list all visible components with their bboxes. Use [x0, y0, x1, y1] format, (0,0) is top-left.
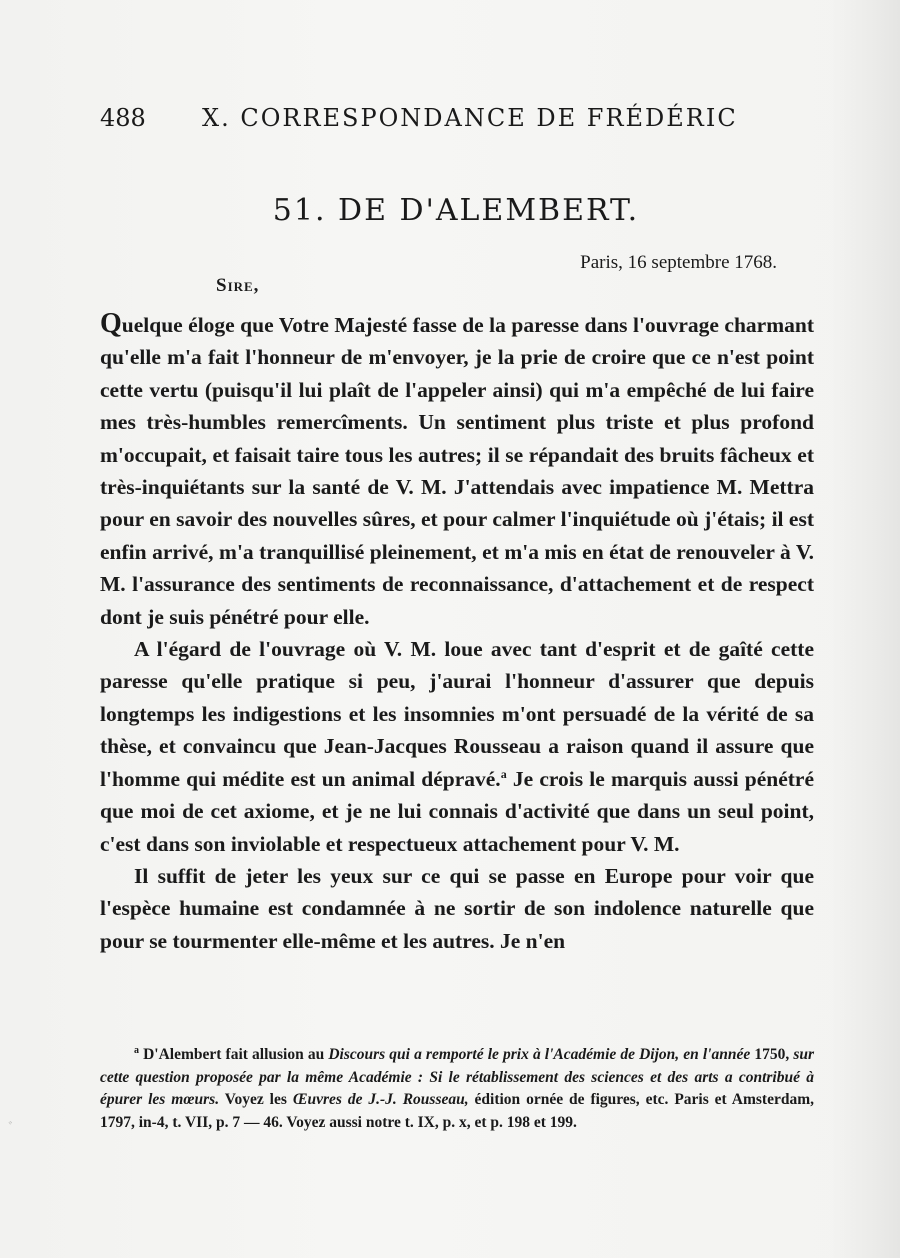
paragraph-2-text-a: A l'égard de l'ouvrage où V. M. loue avec tant d'esprit et de gaîté cette paresse qu'elle pratique si peu, j'aurai l'honneur d'assurer que depuis longtemps les indigestions et les insomnies m'ont persuadé de la vérité de sa thèse, et convaincu que Jean-Jacques Rousseau a raison quand il assure que l'homme qui médite est un animal dépravé.: [100, 637, 814, 791]
running-header: [100, 104, 820, 132]
letter-dateline: Paris, 16 septembre 1768.: [580, 252, 777, 273]
footnote-year: 1750,: [754, 1046, 790, 1063]
page-edge-shadow: [830, 0, 900, 1258]
footnote-reference: a: [500, 766, 507, 781]
footnote-italic-3: Œuvres de J.-J. Rousseau,: [292, 1091, 469, 1109]
footnote-text-2: Voyez les: [224, 1091, 287, 1109]
paragraph-3: [100, 860, 814, 957]
page-number: 488: [100, 104, 146, 132]
letter-title: 51. DE D'ALEMBERT.: [272, 193, 640, 228]
footnote-text-3: édition ornée de figures, etc. Paris et Amsterdam, 1797, in-4, t. VII, p. 7 — 46. Voyez aussi notre t. IX, p. x, et p. 198 et 199.: [100, 1091, 814, 1131]
footnote-italic-2: sur cette question proposée par la même Académie : Si le rétablissement des sciences et des arts a contribué à épurer les mœurs.: [100, 1046, 815, 1109]
running-title: X. CORRESPONDANCE DE FRÉDÉRIC: [202, 104, 738, 132]
scan-smudge-mark: ﾞ: [8, 1121, 15, 1137]
footnote-italic-1: Discours qui a remporté le prix à l'Académie de Dijon, en l'année: [328, 1046, 751, 1063]
footnote-text-1: D'Alembert fait allusion au: [143, 1046, 325, 1063]
paragraph-1: [100, 308, 814, 633]
paragraph-2-text-b: Je crois le marquis aussi pénétré que moi de cet axiome, et je ne lui connais d'activité que dans un seul point, c'est dans son inviolable et respectueux attachement pour V. M.: [100, 766, 814, 856]
letter-body: [100, 308, 814, 957]
paragraph-1-text: uelque éloge que Votre Majesté fasse de la paresse dans l'ouvrage charmant qu'elle m'a fait l'honneur de m'envoyer, je la prie de croire que ce n'est point cette vertu (puisqu'il lui plaît de l'appeler ainsi) qui m'a empêché de lui faire mes très-humbles remercîments. Un sentiment plus triste et plus profond m'occupait, et faisait taire tous les autres; il se répandait des bruits fâcheux et très-inquiétants sur la santé de V. M. J'attendais avec impatience M. Mettra pour en savoir des nouvelles sûres, et pour calmer l'inquiétude où j'étais; il est enfin arrivé, m'a tranquillisé pleinement, et m'a mis en état de renouveler à V. M. l'assurance des sentiments de reconnaissance, d'attachement et de respect dont je suis pénétré pour elle.: [100, 313, 814, 629]
paragraph-2: [100, 633, 814, 860]
drop-cap: Q: [100, 308, 122, 339]
footnote: [100, 1044, 814, 1134]
footnote-mark: a: [134, 1044, 139, 1056]
letter-salutation: Sire,: [216, 275, 260, 296]
paragraph-3-text: Il suffit de jeter les yeux sur ce qui se passe en Europe pour voir que l'espèce humaine est condamnée à ne sortir de son indolence naturelle que pour se tourmenter elle-même et les autres. Je n'en: [100, 863, 814, 953]
